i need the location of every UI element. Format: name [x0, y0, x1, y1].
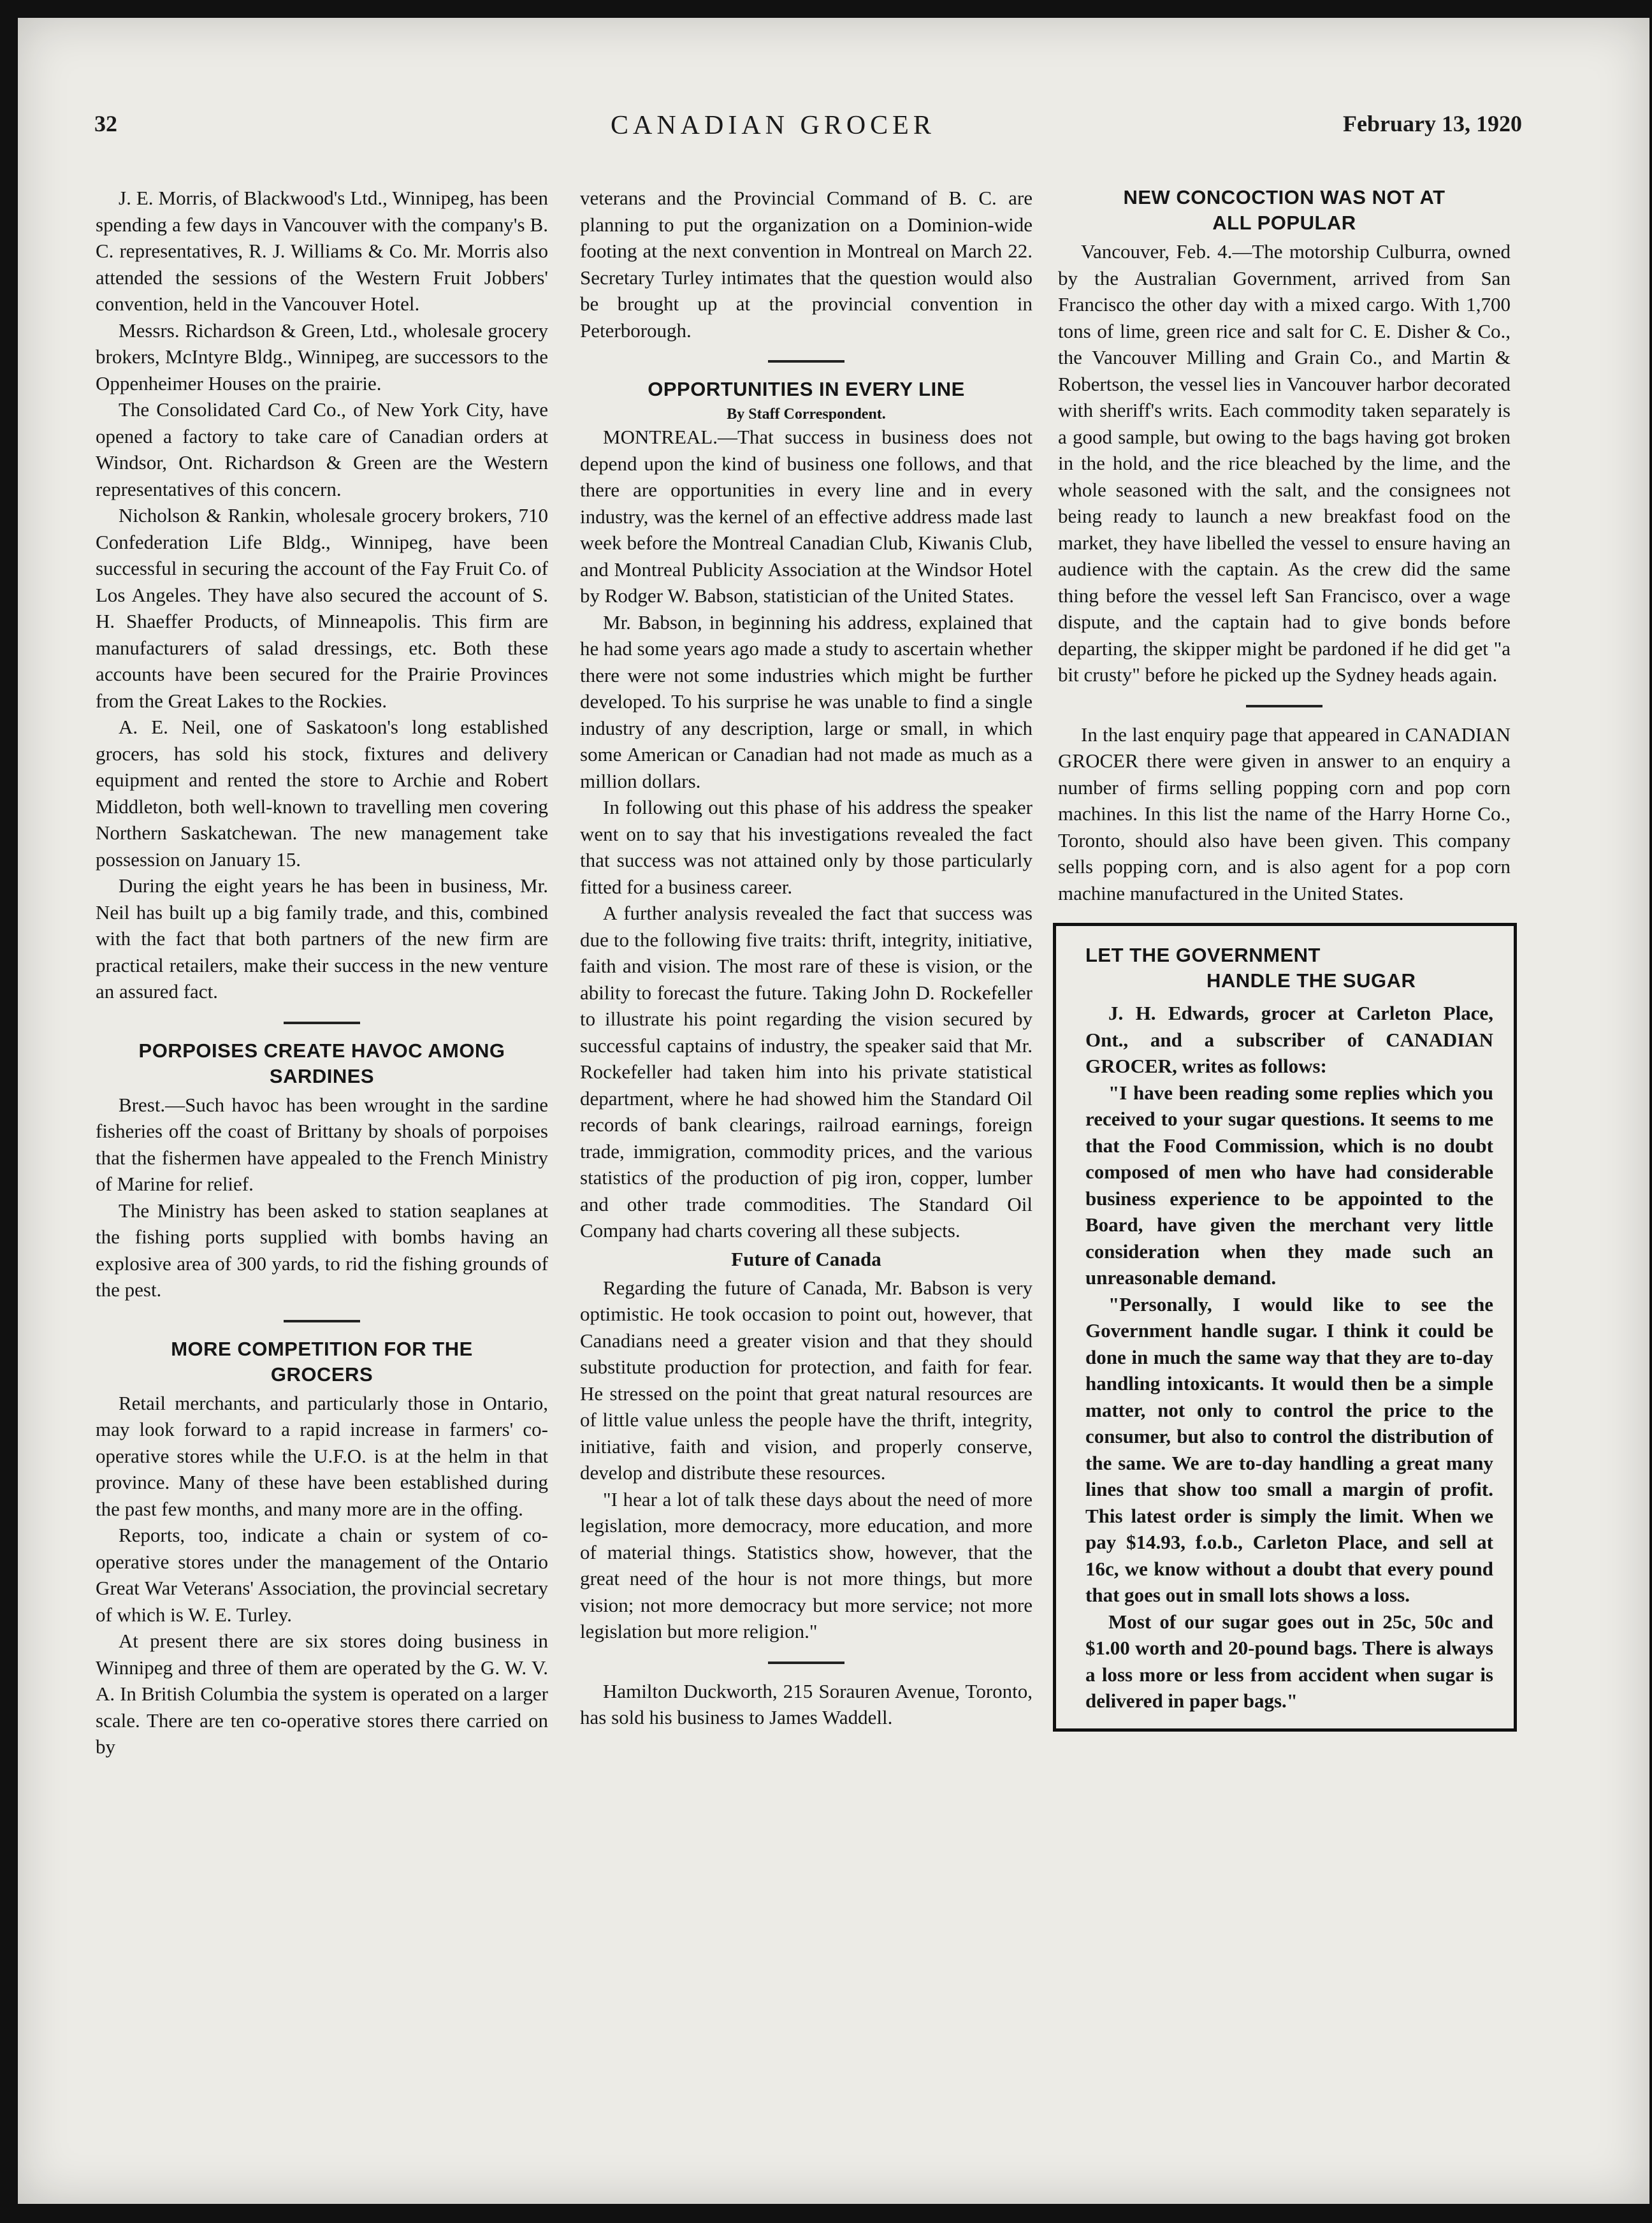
- article-heading-sugar: [1085, 943, 1493, 994]
- paragraph: Most of our sugar goes out in 25c, 50c and $1.00 worth and 20-pound bags. There is always a loss more or less from accident when sugar is delivered in paper bags.": [1085, 1610, 1493, 1712]
- paragraph: Reports, too, indicate a chain or system of co-operative stores under the management of the Ontario Great War Veterans' Association, the provincial secretary of which is W. E. Turley.: [96, 1524, 548, 1626]
- paragraph: Mr. Babson, in beginning his address, explained that he had some years ago made a study to ascertain whether there were not some industries which might be further developed. To his surprise he was unable to find a single industry of any description, large or small, in which some American or Canadian had not made as much as a million dollars.: [580, 611, 1032, 792]
- paragraph: Retail merchants, and particularly those in Ontario, may look forward to a rapid increase in farmers' co-operative stores while the U.F.O. is at the helm in that province. Many of these have been established during the past few months, and many more are in the offing.: [96, 1391, 548, 1520]
- sugar-box: [1053, 923, 1517, 1732]
- article-heading-opportunities: OPPORTUNITIES IN EVERY LINE: [648, 378, 965, 400]
- divider: [284, 1022, 360, 1024]
- paragraph: veterans and the Provincial Command of B. C. are planning to put the organization on a Dominion-wide footing at the next convention in Montreal on March 22. Secretary Turley intimates that the question would also be brought up at the provincial convention in Peterborough.: [580, 187, 1032, 342]
- masthead: CANADIAN GROCER: [611, 111, 936, 140]
- heading-line: PORPOISES CREATE HAVOC AMONG: [138, 1039, 505, 1062]
- heading-line: LET THE GOVERNMENT: [1085, 944, 1321, 966]
- divider: [1246, 705, 1322, 707]
- divider: [768, 360, 844, 363]
- column-1: [96, 185, 548, 1760]
- paragraph: In the last enquiry page that appeared in CANADIAN GROCER there were given in answer to an enquiry a number of firms selling popping corn and pop corn machines. In this list the name of the Harry Horne Co., Toronto, should also have been given. This company sells popping corn, and is also agent for a pop corn machine manufactured in the United States.: [1058, 723, 1511, 904]
- paragraph: The Ministry has been asked to station seaplanes at the fishing ports supplied with bombs having an explosive area of 300 yards, to rid the fishing grounds of the pest.: [96, 1199, 548, 1301]
- paragraph: MONTREAL.—That success in business does not depend upon the kind of business one follows, and that there are opportunities in every line and in every industry, was the kernel of an effective address made last week before the Montreal Canadian Club, Kiwanis Club, and Montreal Publicity Association at the Windsor Hotel by Rodger W. Babson, statistician of the United States.: [580, 426, 1032, 607]
- heading-line: GROCERS: [270, 1363, 373, 1386]
- heading-line: HANDLE THE SUGAR: [1206, 969, 1416, 992]
- paragraph: In following out this phase of his address the speaker went on to say that his investigations revealed the fact that success was not attained only by those particularly fitted for a business career.: [580, 796, 1032, 898]
- heading-line: NEW CONCOCTION WAS NOT AT: [1123, 186, 1446, 208]
- paragraph: During the eight years he has been in business, Mr. Neil has built up a big family trade, and this, combined with the fact that both partners of the new firm are practical retailers, make their success in the new venture an assured fact.: [96, 874, 548, 1003]
- heading-line: MORE COMPETITION FOR THE: [171, 1337, 473, 1360]
- paragraph: Brest.—Such havoc has been wrought in the sardine fisheries off the coast of Brittany by shoals of porpoises that the fishermen have appealed to the French Ministry of Marine for relief.: [96, 1093, 548, 1195]
- heading-line: ALL POPULAR: [1212, 212, 1356, 234]
- paragraph: Regarding the future of Canada, Mr. Babson is very optimistic. He took occasion to point out, however, that Canadians need a greater vision and that they should substitute production for protection, and faith for fear. He stressed on the point that great natural resources are of little value unless the people have the thrift, integrity, initiative, faith and vision, and properly conserve, develop and distribute these resources.: [580, 1276, 1032, 1484]
- page-header: [94, 110, 1522, 148]
- paragraph: A further analysis revealed the fact that success was due to the following five traits: thrift, integrity, initiative, faith and vision. The most rare of these is vision, or the ability to forecast the future. Taking John D. Rockefeller to illustrate his point regarding the vision secured by successful captains of industry, the speaker said that Mr. Rockefeller had taken him into his private statistical department, where he had showed him the Standard Oil records of bank clearings, railroad earnings, foreign trade, immigration, commodity prices, and the various statistics of the production of pig iron, copper, lumber and other trade commodities. The Standard Oil Company had charts covering all these subjects.: [580, 902, 1032, 1242]
- subheading: Future of Canada: [731, 1247, 881, 1270]
- paragraph: J. E. Morris, of Blackwood's Ltd., Winnipeg, has been spending a few days in Vancouver with the company's B. C. representatives, R. J. Williams & Co. Mr. Morris also attended the sessions of the Western Fruit Jobbers' convention, held in the Vancouver Hotel.: [96, 187, 548, 315]
- paragraph: At present there are six stores doing business in Winnipeg and three of them are operated by the G. W. V. A. In British Columbia the system is operated on a larger scale. There are ten co-operative stores there carried on by: [96, 1630, 548, 1758]
- paragraph: Hamilton Duckworth, 215 Sorauren Avenue, Toronto, has sold his business to James Waddell.: [580, 1679, 1032, 1728]
- paragraph: The Consolidated Card Co., of New York City, have opened a factory to take care of Canadian orders at Windsor, Ont. Richardson & Green are the Western representatives of this concern.: [96, 398, 548, 500]
- byline: By Staff Correspondent.: [727, 406, 886, 423]
- paragraph: Vancouver, Feb. 4.—The motorship Culburra, owned by the Australian Government, arrived from San Francisco the other day with a mixed cargo. With 1,700 tons of lime, green rice and salt for C. E. Disher & Co., the Vancouver Milling and Grain Co., and Martin & Robertson, the vessel lies in Vancouver harbor decorated with sheriff's writs. Each commodity taken separately is a good sample, but owing to the bags having got broken in the hold, and the rice bleached by the lime, and the whole seasoned with the salt, and the consignees not being ready to launch a new breakfast food on the market, they have libelled the vessel to ensure having an audience with the captain. As the crew did the same thing before the vessel left San Francisco, over a wage dispute, and the captain had to give bonds before departing, the skipper might be pardoned if he did get "a bit crusty" before he picked up the Sydney heads again.: [1058, 240, 1511, 686]
- paragraph: J. H. Edwards, grocer at Carleton Place, Ont., and a subscriber of CANADIAN GROCER, writes as follows:: [1085, 1002, 1493, 1077]
- divider: [284, 1320, 360, 1322]
- article-heading-competition: [96, 1336, 548, 1387]
- paragraph: Nicholson & Rankin, wholesale grocery brokers, 710 Confederation Life Bldg., Winnipeg, have been successful in securing the account of the Fay Fruit Co. of Los Angeles. They have also secured the account of S. H. Shaeffer Products, of Minneapolis. This firm are manufacturers of salad dressings, etc. Both these accounts have been secured for the Prairie Provinces from the Great Lakes to the Rockies.: [96, 504, 548, 712]
- page-number: 32: [94, 111, 117, 136]
- newspaper-page: [18, 18, 1649, 2204]
- article-heading-concoction: [1058, 185, 1511, 236]
- article-heading-porpoises: [96, 1038, 548, 1089]
- paragraph: "Personally, I would like to see the Government handle sugar. I think it could be done in much the same way that they are to-day handling intoxicants. It would then be a simple matter, not only to control the price to the consumer, but also to control the distribution of the same. We are to-day handling a great many lines that show too small a margin of profit. This latest order is simply the limit. When we pay $14.93, f.o.b., Carleton Place, and sell at 16c, we know without a doubt that every pound that goes out in small lots shows a loss.: [1085, 1293, 1493, 1606]
- paragraph: "I hear a lot of talk these days about the need of more legislation, more democracy, more education, and more of material things. Statistics show, however, that the great need of the hour is not more things, but more vision; not more democracy but more service; not more legislation but more religion.": [580, 1488, 1032, 1642]
- paragraph: A. E. Neil, one of Saskatoon's long established grocers, has sold his stock, fixtures and delivery equipment and rented the store to Archie and Robert Middleton, both well-known to travelling men covering Northern Saskatchewan. The new management take possession on January 15.: [96, 716, 548, 871]
- heading-line: SARDINES: [269, 1064, 375, 1087]
- paragraph: Messrs. Richardson & Green, Ltd., wholesale grocery brokers, McIntyre Bldg., Winnipeg, are successors to the Oppenheimer Houses on the prairie.: [96, 319, 548, 395]
- issue-date: February 13, 1920: [1343, 111, 1522, 136]
- divider: [768, 1662, 844, 1664]
- paragraph: "I have been reading some replies which you received to your sugar questions. It seems to me that the Food Commission, which is no doubt composed of men who have had considerable business experience to be appointed to the Board, have given the merchant very little consideration when they made such an unreasonable demand.: [1085, 1081, 1493, 1289]
- column-3: [1058, 185, 1511, 1732]
- column-2: [580, 185, 1032, 1731]
